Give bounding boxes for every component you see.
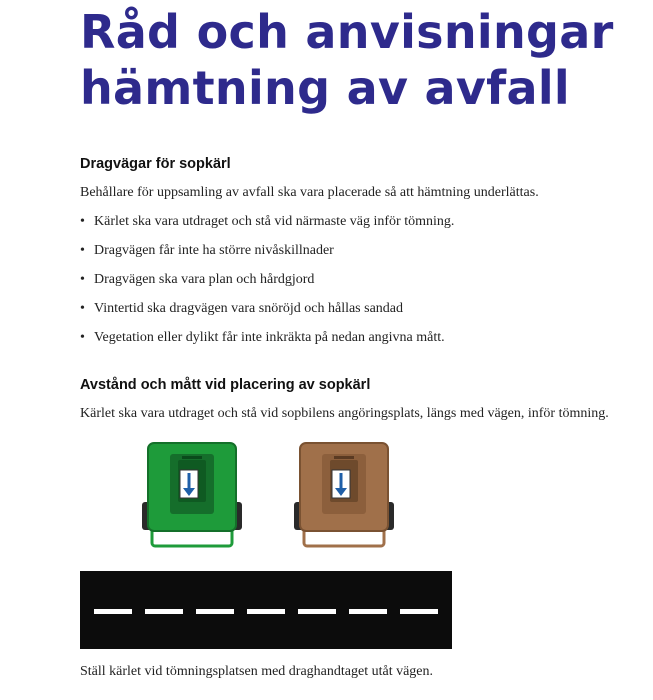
road-illustration	[80, 571, 452, 649]
road-dash	[196, 609, 234, 614]
bullet-icon: •	[80, 330, 85, 345]
green-bin-icon	[140, 440, 244, 548]
bullet-icon: •	[80, 243, 85, 258]
section-intro-avstand: Kärlet ska vara utdraget och stå vid sopbilens angöringsplats, längs med vägen, inför tömning.	[80, 406, 609, 421]
section-intro-dragvagar: Behållare för uppsamling av avfall ska vara placerade så att hämtning underlättas.	[80, 185, 539, 200]
bullet-item: • Vegetation eller dylikt får inte inkräkta på nedan angivna mått.	[80, 330, 445, 345]
bullet-icon: •	[80, 301, 85, 316]
road-dash	[349, 609, 387, 614]
road-dash	[94, 609, 132, 614]
road-dash	[298, 609, 336, 614]
page-title	[80, 4, 650, 116]
bullet-icon: •	[80, 214, 85, 229]
bullet-item: • Kärlet ska vara utdraget och stå vid närmaste väg inför tömning.	[80, 214, 455, 229]
bullet-item: • Vintertid ska dragvägen vara snöröjd och hållas sandad	[80, 301, 404, 316]
title-line-2: hämtning av avfall	[80, 61, 570, 115]
section-heading-avstand: Avstånd och mått vid placering av sopkärl	[80, 377, 371, 393]
bullet-item: • Dragvägen ska vara plan och hårdgjord	[80, 272, 315, 287]
brown-bin-icon	[292, 440, 396, 548]
road-dash	[247, 609, 285, 614]
caption: Ställ kärlet vid tömningsplatsen med draghandtaget utåt vägen.	[80, 664, 434, 679]
road-dash	[400, 609, 438, 614]
section-heading-dragvagar: Dragvägar för sopkärl	[80, 156, 231, 172]
bullet-item: • Dragvägen får inte ha större nivåskillnader	[80, 243, 334, 258]
road-dash	[145, 609, 183, 614]
bullet-icon: •	[80, 272, 85, 287]
title-line-1: Råd och anvisningar	[80, 5, 614, 59]
